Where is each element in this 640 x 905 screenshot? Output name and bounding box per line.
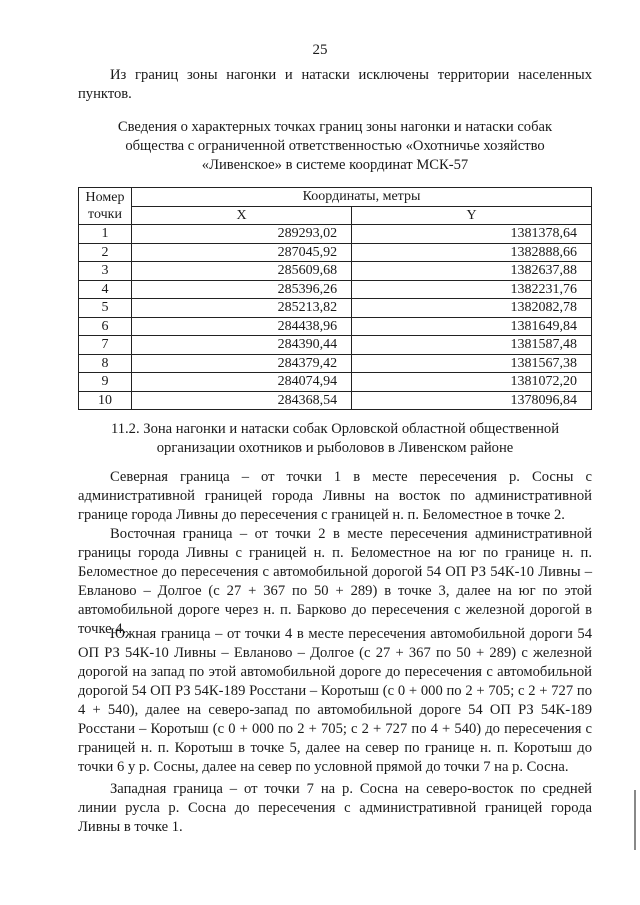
north-boundary-paragraph: Северная граница – от точки 1 в месте пересечения р. Сосны с административной границей города Ливны на восток по административной границе города Ливны до пересечения с границей н. п. Беломестное в точке 2. [78, 469, 592, 523]
table-title: Сведения о характерных точках границ зоны нагонки и натаски собак общества с ограниченной ответственностью «Охотничье хозяйство «Ливенское» в системе координат МСК-57 [117, 119, 553, 173]
cell-x: 284379,42 [132, 354, 352, 373]
cell-y: 1381567,38 [352, 354, 592, 373]
cell-y: 1382231,76 [352, 280, 592, 299]
coordinates-table [78, 187, 592, 410]
cell-point-number: 4 [79, 280, 132, 299]
cell-point-number: 6 [79, 317, 132, 336]
table-row [79, 262, 592, 281]
cell-x: 284368,54 [132, 391, 352, 410]
cell-y: 1382082,78 [352, 299, 592, 318]
intro-paragraph: Из границ зоны нагонки и натаски исключены территории населенных пунктов. [78, 67, 592, 102]
cell-point-number: 1 [79, 225, 132, 244]
table-row [79, 317, 592, 336]
header-number-line1: Номер [85, 190, 125, 205]
cell-x: 284390,44 [132, 336, 352, 355]
cell-x: 289293,02 [132, 225, 352, 244]
table-row [79, 225, 592, 244]
cell-y: 1381378,64 [352, 225, 592, 244]
header-y: Y [352, 206, 592, 225]
header-x: X [132, 206, 352, 225]
cell-point-number: 2 [79, 243, 132, 262]
cell-point-number: 3 [79, 262, 132, 281]
cell-x: 285396,26 [132, 280, 352, 299]
table-body [79, 225, 592, 410]
table-header-row [79, 188, 592, 207]
cell-x: 284074,94 [132, 373, 352, 392]
table-row [79, 336, 592, 355]
section-heading: 11.2. Зона нагонки и натаски собак Орловской областной общественной организации охотников и рыболовов в Ливенском районе [110, 421, 560, 456]
cell-y: 1382888,66 [352, 243, 592, 262]
cell-y: 1381649,84 [352, 317, 592, 336]
cell-point-number: 9 [79, 373, 132, 392]
page-number: 25 [312, 42, 328, 58]
cell-x: 284438,96 [132, 317, 352, 336]
cell-x: 285213,82 [132, 299, 352, 318]
table-row [79, 280, 592, 299]
south-boundary-paragraph: Южная граница – от точки 4 в месте пересечения автомобильной дороги 54 ОП РЗ 54К-10 Ливны – Евланово – Долгое (с 27 + 367 по 50 + 289) с железной дорогой на запад по этой автомобильной дороге до пересечения с автомобильной дорогой 54 ОП РЗ 54К-189 Росстани – Коротыш (с 0 + 000 по 2 + 705; с 2 + 727 по 4 + 540), далее на северо-запад по автомобильной дороге 54 ОП РЗ 54К-189 Росстани – Коротыш (с 0 + 000 по 2 + 705; с 2 + 727 по 4 + 540) до пересечения с границей н. п. Коротыш в точке 5, далее на север по границе н. п. Коротыш до точки 6 у р. Сосны, далее на север по условной прямой до точки 7 на р. Сосна. [78, 626, 592, 775]
cell-point-number: 5 [79, 299, 132, 318]
table-row [79, 354, 592, 373]
west-boundary-paragraph: Западная граница – от точки 7 на р. Сосна на северо-восток по средней линии русла р. Сосна до пересечения с административной границей города Ливны в точке 1. [78, 781, 592, 835]
header-point-number [79, 188, 132, 225]
header-number-line2: точки [88, 207, 122, 222]
cell-y: 1378096,84 [352, 391, 592, 410]
table-subheader-row [79, 206, 592, 225]
cell-x: 287045,92 [132, 243, 352, 262]
table-row [79, 299, 592, 318]
cell-point-number: 7 [79, 336, 132, 355]
east-boundary-paragraph: Восточная граница – от точки 2 в месте пересечения административной границы города Ливны с границей н. п. Беломестное на юг по границе н. п. Беломестное до пересечения с автомобильной дорогой 54 ОП РЗ 54К-10 Ливны – Евланово – Долгое (с 27 + 367 по 50 + 289) в точке 3, далее на юг по этой автомобильной дороге через н. п. Барково до пересечения с железной дорогой в точке 4. [78, 526, 592, 637]
scan-edge-mark [634, 790, 636, 850]
cell-y: 1381072,20 [352, 373, 592, 392]
cell-x: 285609,68 [132, 262, 352, 281]
header-coordinates: Координаты, метры [132, 188, 592, 207]
cell-y: 1381587,48 [352, 336, 592, 355]
table-row [79, 243, 592, 262]
cell-point-number: 10 [79, 391, 132, 410]
table-row [79, 391, 592, 410]
table-row [79, 373, 592, 392]
cell-point-number: 8 [79, 354, 132, 373]
cell-y: 1382637,88 [352, 262, 592, 281]
